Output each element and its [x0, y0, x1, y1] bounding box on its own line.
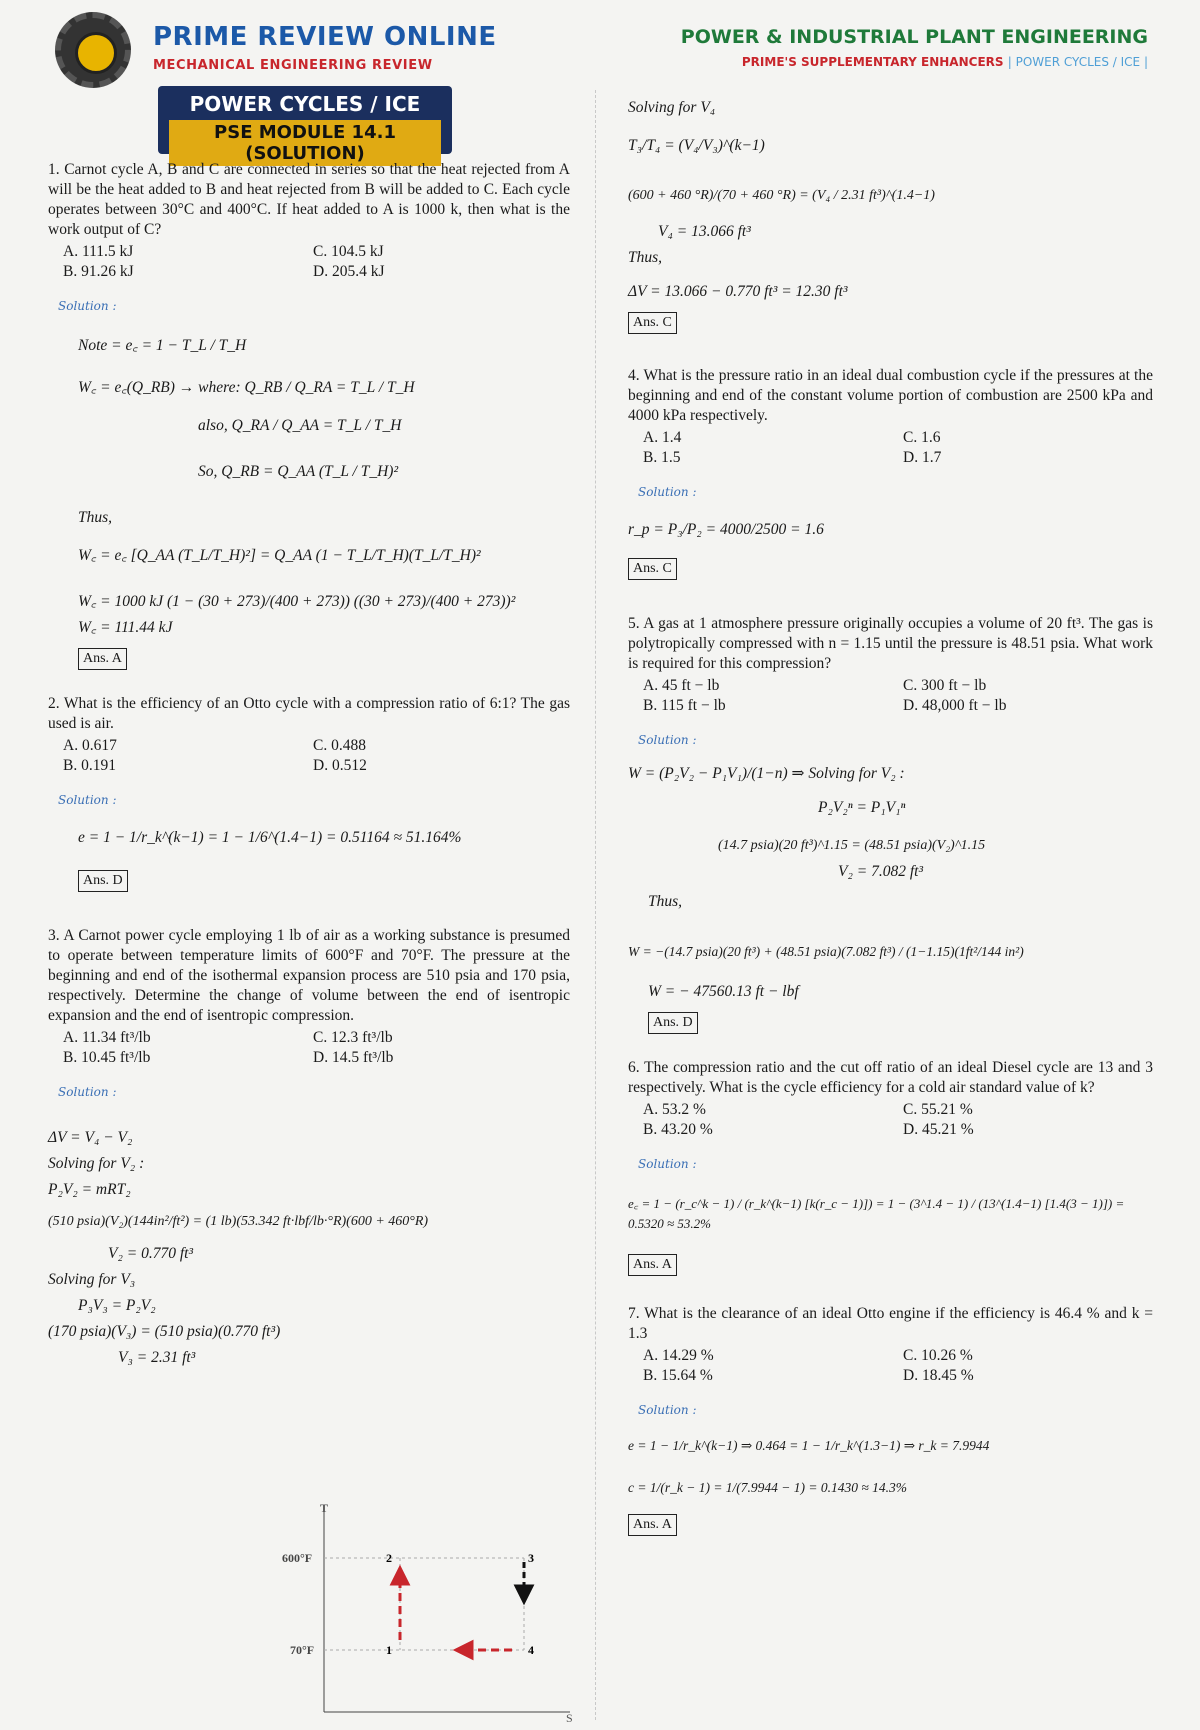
header-right-title: POWER & INDUSTRIAL PLANT ENGINEERING	[680, 26, 1148, 48]
question-text: 7. What is the clearance of an ideal Otto engine if the efficiency is 46.4 % and k = 1.3	[628, 1305, 1153, 1342]
equation: (600 + 460 °R)/(70 + 460 °R) = (V₄ / 2.31 ft³)^(1.4−1)	[628, 188, 935, 203]
choice-c: C. 12.3 ft³/lb	[313, 1029, 393, 1046]
equation: Thus,	[78, 509, 113, 526]
t-high-label: 600°F	[282, 1551, 313, 1565]
ts-diagram	[280, 1500, 580, 1725]
equation: Note = e꜀ = 1 − T_L / T_H	[78, 337, 247, 354]
question-text: 4. What is the pressure ratio in an ideal dual combustion cycle if the pressures at the beginning and end of the constant volume portion of combustion are 2500 kPa and 4000 kPa respectively.	[628, 367, 1153, 424]
equation: V₃ = 2.31 ft³	[118, 1349, 196, 1366]
column-divider	[595, 90, 596, 1720]
logo-gear-icon	[55, 12, 131, 88]
choice-b: B. 0.191	[63, 757, 116, 774]
choice-a: A. 45 ft − lb	[643, 677, 720, 694]
header-right-subtitle	[742, 55, 1148, 69]
choice-d: D. 0.512	[313, 757, 367, 774]
equation: c = 1/(r_k − 1) = 1/(7.9944 − 1) = 0.1430 ≈ 14.3%	[628, 1480, 908, 1495]
expansion-arrow	[516, 1562, 532, 1602]
question-2	[48, 694, 570, 896]
solution-label: Solution :	[638, 1157, 697, 1171]
equation: So, Q_RB = Q_AA (T_L / T_H)²	[198, 463, 399, 480]
choice-a: A. 53.2 %	[643, 1101, 706, 1118]
compression-arrow	[392, 1568, 408, 1640]
equation: W꜀ = 111.44 kJ	[78, 619, 173, 636]
equation: V₄ = 13.066 ft³	[658, 223, 751, 240]
choices	[63, 242, 570, 282]
choice-b: B. 91.26 kJ	[63, 263, 134, 280]
choice-c: C. 0.488	[313, 737, 366, 754]
choice-a: A. 0.617	[63, 737, 117, 754]
equation: also, Q_RA / Q_AA = T_L / T_H	[198, 417, 402, 434]
equation: Thus,	[648, 893, 683, 910]
axis-label-t: T	[320, 1501, 329, 1515]
equation: W꜀ = e꜀ [Q_AA (T_L/T_H)²] = Q_AA (1 − T_L/T_H)(T_L/T_H)²	[78, 547, 481, 564]
equation: W꜀ = e꜀(Q_RB) → where: Q_RB / Q_RA = T_L / T_H	[78, 379, 415, 396]
question-5	[628, 614, 1153, 1038]
module-subtitle: PSE MODULE 14.1 (SOLUTION)	[169, 120, 441, 166]
question-text: 3. A Carnot power cycle employing 1 lb of air as a working substance is presumed to operate between temperature limits of 600°F and 70°F. The pressure at the beginning and end of the isothermal expansion process are 510 psia and 170 psia, respectively. Determine the change of volume between the end of isentropic expansion and the end of isentropic compression.	[48, 927, 570, 1024]
choice-d: D. 48,000 ft − lb	[903, 697, 1007, 714]
equation: Solving for V₂ :	[48, 1155, 145, 1172]
solution-label: Solution :	[638, 1403, 697, 1417]
equation: ΔV = 13.066 − 0.770 ft³ = 12.30 ft³	[628, 283, 848, 300]
solution-label: Solution :	[638, 485, 697, 499]
choice-d: D. 205.4 kJ	[313, 263, 385, 280]
question-text: 1. Carnot cycle A, B and C are connected in series so that the heat rejected from A will be the heat added to B and heat rejected from B will be added to C. Each cycle operates between 30°C and 400°C. If heat added to A is 1000 k, then what is the work output of C?	[48, 161, 570, 238]
choice-b: B. 1.5	[643, 449, 681, 466]
right-column	[628, 92, 1153, 1540]
question-3	[48, 926, 570, 1368]
module-title: POWER CYCLES / ICE	[189, 92, 421, 116]
equation: Thus,	[628, 249, 663, 266]
choices	[63, 1028, 570, 1068]
equation: V₂ = 7.082 ft³	[838, 863, 924, 880]
equation: T₃/T₄ = (V₄/V₃)^(k−1)	[628, 137, 765, 154]
choice-a: A. 111.5 kJ	[63, 243, 134, 260]
solution-label: Solution :	[58, 1085, 117, 1099]
answer-box: Ans. C	[628, 312, 677, 334]
equation: Solving for V₄	[628, 99, 716, 116]
module-title-box	[158, 86, 452, 164]
equation: (510 psia)(V₂)(144in²/ft²) = (1 lb)(53.342 ft·lbf/lb·°R)(600 + 460°R)	[48, 1214, 429, 1229]
question-1	[48, 160, 570, 674]
choice-d: D. 14.5 ft³/lb	[313, 1049, 394, 1066]
state-point-4: 4	[528, 1643, 534, 1657]
question-4	[628, 366, 1153, 584]
choice-b: B. 115 ft − lb	[643, 697, 726, 714]
subtitle-topic: | POWER CYCLES / ICE |	[1007, 55, 1148, 69]
subtitle-enhancers: PRIME'S SUPPLEMENTARY ENHANCERS	[741, 55, 1004, 69]
state-point-2: 2	[386, 1551, 392, 1565]
equation: (14.7 psia)(20 ft³)^1.15 = (48.51 psia)(V₂)^1.15	[718, 838, 986, 853]
question-3-continued	[628, 98, 1153, 338]
question-text: 5. A gas at 1 atmosphere pressure originally occupies a volume of 20 ft³. The gas is polytropically compressed with n = 1.15 until the pressure is 48.51 psia. What work is required for this compression?	[628, 615, 1153, 672]
left-column	[48, 160, 570, 1374]
equation: e = 1 − 1/r_k^(k−1) ⇒ 0.464 = 1 − 1/r_k^(1.3−1) ⇒ r_k = 7.9944	[628, 1438, 990, 1453]
equation: P₂V₂ⁿ = P₁V₁ⁿ	[818, 799, 906, 816]
state-point-3: 3	[528, 1551, 534, 1565]
choice-b: B. 15.64 %	[643, 1367, 713, 1384]
answer-box: Ans. C	[628, 558, 677, 580]
solution-label: Solution :	[638, 733, 697, 747]
equation: r_p = P₃/P₂ = 4000/2500 = 1.6	[628, 521, 824, 538]
equation: W = −(14.7 psia)(20 ft³) + (48.51 psia)(7.082 ft³) / (1−1.15)(1ft²/144 in²)	[628, 944, 1024, 959]
answer-box: Ans. D	[78, 870, 128, 892]
solution-label: Solution :	[58, 299, 117, 313]
brand-subtitle: MECHANICAL ENGINEERING REVIEW	[153, 58, 433, 73]
equation: Solving for V₃	[48, 1271, 136, 1288]
choices	[643, 1346, 1153, 1386]
question-text: 6. The compression ratio and the cut off ratio of an ideal Diesel cycle are 13 and 3 respectively. What is the cycle efficiency for a cold air standard value of k?	[628, 1059, 1153, 1096]
choice-a: A. 1.4	[643, 429, 682, 446]
choice-c: C. 55.21 %	[903, 1101, 973, 1118]
answer-box: Ans. A	[628, 1254, 677, 1276]
choice-d: D. 45.21 %	[903, 1121, 974, 1138]
equation: e = 1 − 1/r_k^(k−1) = 1 − 1/6^(1.4−1) = 0.51164 ≈ 51.164%	[78, 829, 462, 846]
equation: e꜀ = 1 − (r_c^k − 1) / (r_k^(k−1) [k(r_c − 1)]) = 1 − (3^1.4 − 1) / (13^(1.4−1) [1.4(3 − 1)]) = 0.5320 ≈ 53.2%	[628, 1196, 1125, 1231]
choices	[63, 736, 570, 776]
choice-a: A. 11.34 ft³/lb	[63, 1029, 151, 1046]
choice-d: D. 18.45 %	[903, 1367, 974, 1384]
choice-c: C. 10.26 %	[903, 1347, 973, 1364]
equation: P₂V₂ = mRT₂	[48, 1181, 131, 1198]
axis-label-s: S	[566, 1711, 573, 1725]
choice-c: C. 300 ft − lb	[903, 677, 987, 694]
question-text: 2. What is the efficiency of an Otto cycle with a compression ratio of 6:1? The gas used is air.	[48, 695, 570, 732]
t-low-label: 70°F	[290, 1643, 315, 1657]
choice-a: A. 14.29 %	[643, 1347, 714, 1364]
choice-c: C. 104.5 kJ	[313, 243, 384, 260]
choices	[643, 428, 1153, 468]
answer-box: Ans. A	[628, 1514, 677, 1536]
equation: W = − 47560.13 ft − lbf	[648, 983, 799, 1000]
question-6	[628, 1058, 1153, 1280]
brand-title: PRIME REVIEW ONLINE	[153, 22, 497, 52]
equation: W꜀ = 1000 kJ (1 − (30 + 273)/(400 + 273)) ((30 + 273)/(400 + 273))²	[78, 593, 516, 610]
state-point-1: 1	[386, 1643, 392, 1657]
equation: (170 psia)(V₃) = (510 psia)(0.770 ft³)	[48, 1323, 281, 1340]
choice-b: B. 10.45 ft³/lb	[63, 1049, 151, 1066]
choice-c: C. 1.6	[903, 429, 941, 446]
equation: V₂ = 0.770 ft³	[108, 1245, 194, 1262]
equation: P₃V₃ = P₂V₂	[78, 1297, 156, 1314]
choice-d: D. 1.7	[903, 449, 942, 466]
heat-rejection-arrow	[456, 1642, 512, 1658]
question-7	[628, 1304, 1153, 1540]
answer-box: Ans. D	[648, 1012, 698, 1034]
solution-label: Solution :	[58, 793, 117, 807]
equation: W = (P₂V₂ − P₁V₁)/(1−n) ⇒ Solving for V₂ :	[628, 765, 905, 782]
choices	[643, 676, 1153, 716]
equation: ΔV = V₄ − V₂	[48, 1129, 133, 1146]
choices	[643, 1100, 1153, 1140]
answer-box: Ans. A	[78, 648, 127, 670]
choice-b: B. 43.20 %	[643, 1121, 713, 1138]
